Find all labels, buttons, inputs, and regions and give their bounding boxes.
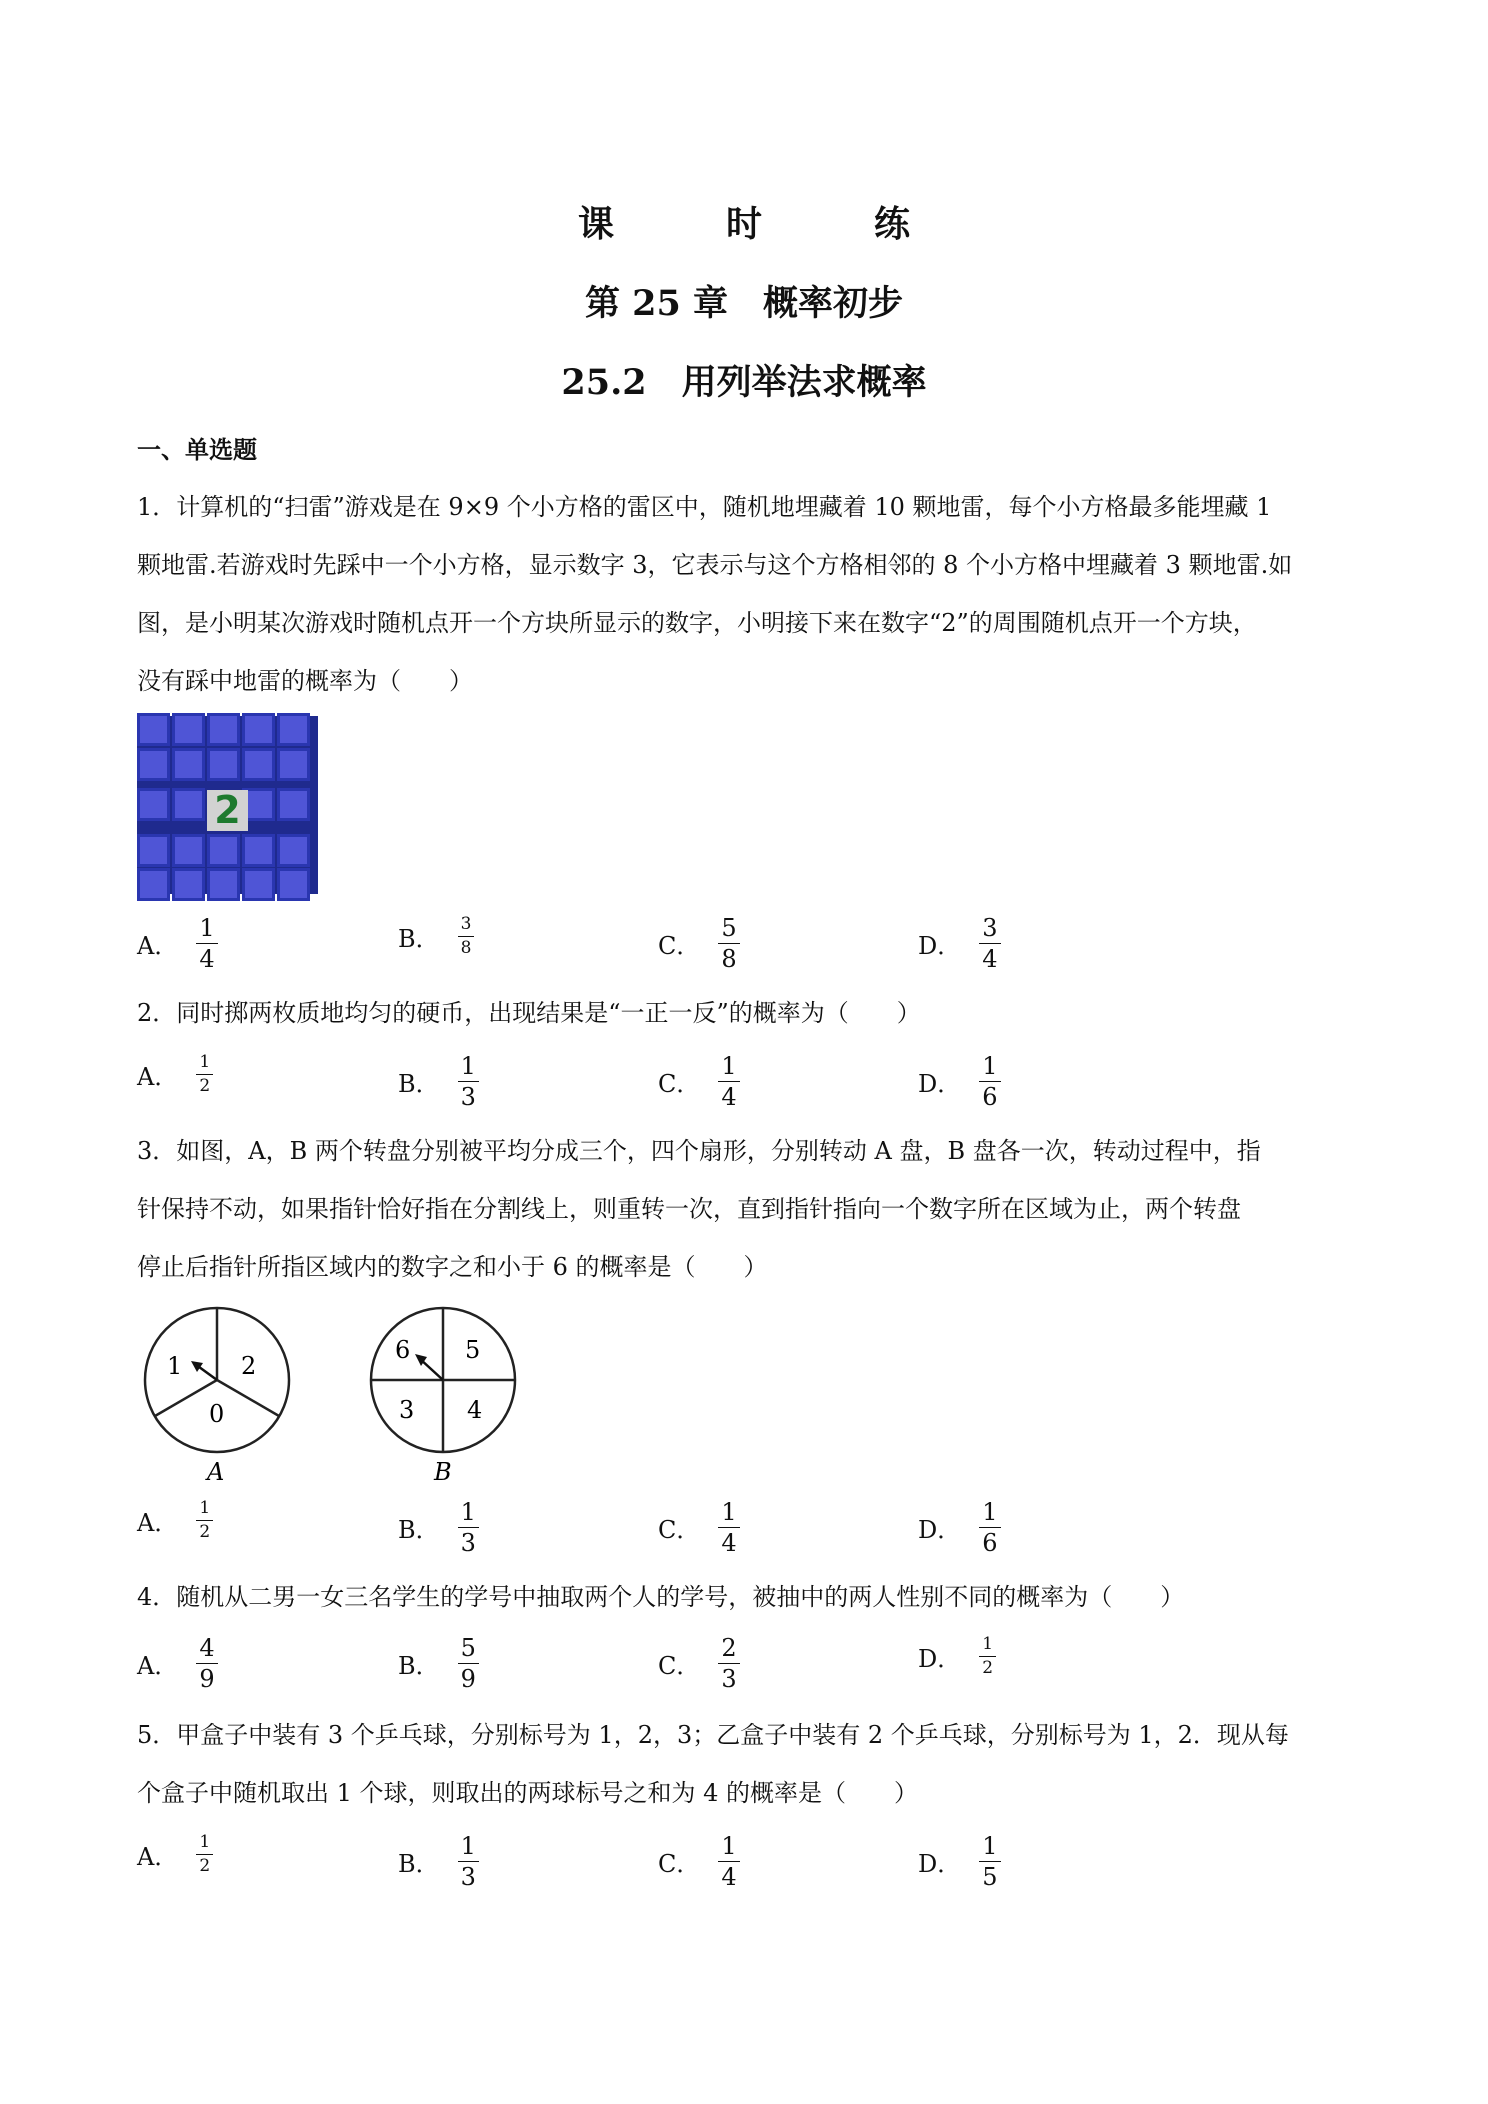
spinner-a-number-1: 1 xyxy=(167,1352,183,1380)
spinner-b xyxy=(371,1308,515,1486)
spinner-b-number-3: 3 xyxy=(399,1396,415,1424)
q5-option-d: D． $\frac{1}{5}$ xyxy=(918,1834,1001,1889)
spinner-b-number-4: 4 xyxy=(467,1396,483,1424)
q1-option-b: B． $\frac{3}{8}$ xyxy=(398,916,474,957)
q4-option-c: C． $\frac{2}{3}$ xyxy=(658,1636,740,1691)
question-4-line-1: 4．随机从二男一女三名学生的学号中抽取两个人的学号，被抽中的两人性别不同的概率为（ ） xyxy=(137,1583,1185,1611)
spinner-b-number-6: 6 xyxy=(395,1336,411,1364)
question-1-line-3: 图，是小明某次游戏时随机点开一个方块所显示的数字，小明接下来在数字“2”的周围随机点开一个方块， xyxy=(137,609,1257,637)
question-1-line-4: 没有踩中地雷的概率为（ ） xyxy=(137,667,473,695)
question-2-line-1: 2．同时掷两枚质地均匀的硬币，出现结果是“一正一反”的概率为（ ） xyxy=(137,999,921,1027)
q3-option-c: C． $\frac{1}{4}$ xyxy=(658,1500,740,1555)
spinner-a-number-2: 2 xyxy=(241,1352,257,1380)
minesweeper-digit: 2 xyxy=(207,790,248,831)
question-3-line-1: 3．如图，A，B 两个转盘分别被平均分成三个，四个扇形，分别转动 A 盘，B 盘各一次，转动过程中，指 xyxy=(137,1137,1261,1165)
q2-option-c: C． $\frac{1}{4}$ xyxy=(658,1054,740,1109)
q3-option-d: D． $\frac{1}{6}$ xyxy=(918,1500,1001,1555)
q1-option-c: C． $\frac{5}{8}$ xyxy=(658,916,740,971)
spinner-b-label: B xyxy=(434,1458,452,1486)
page-title: 课 时 练 xyxy=(577,203,948,245)
question-3-line-3: 停止后指针所指区域内的数字之和小于 6 的概率是（ ） xyxy=(137,1253,768,1281)
spinner-a-number-0: 0 xyxy=(209,1400,225,1428)
q2-option-b: B． $\frac{1}{3}$ xyxy=(398,1054,479,1109)
q1-option-d: D． $\frac{3}{4}$ xyxy=(918,916,1001,971)
question-1-line-2: 颗地雷.若游戏时先踩中一个小方格，显示数字 3，它表示与这个方格相邻的 8 个小方格中埋藏着 3 颗地雷.如 xyxy=(137,551,1293,579)
question-5-line-2: 个盒子中随机取出 1 个球，则取出的两球标号之和为 4 的概率是（ ） xyxy=(137,1779,919,1807)
question-5-line-1: 5．甲盒子中装有 3 个乒乓球，分别标号为 1，2，3；乙盒子中装有 2 个乒乓球，分别标号为 1，2．现从每 xyxy=(137,1721,1289,1749)
q4-option-b: B． $\frac{5}{9}$ xyxy=(398,1636,479,1691)
q5-option-a: A． $\frac{1}{2}$ xyxy=(137,1834,213,1875)
spinner-a-label: A xyxy=(207,1458,225,1486)
q1-option-a: A． $\frac{1}{4}$ xyxy=(137,916,218,971)
question-1-line-1: 1．计算机的“扫雷”游戏是在 9×9 个小方格的雷区中，随机地埋藏着 10 颗地雷，每个小方格最多能埋藏 1 xyxy=(137,493,1272,521)
question-3-line-2: 针保持不动，如果指针恰好指在分割线上，则重转一次，直到指针指向一个数字所在区域为止，两个转盘 xyxy=(137,1195,1241,1223)
section-title: 25.2 用列举法求概率 xyxy=(561,362,927,403)
spinner-b-number-5: 5 xyxy=(465,1336,481,1364)
spinners-figure xyxy=(137,1306,537,1486)
chapter-title: 第 25 章 概率初步 xyxy=(584,283,904,324)
spinner-a-pointer-arrow xyxy=(191,1361,203,1372)
q4-option-a: A． $\frac{4}{9}$ xyxy=(137,1636,218,1691)
q2-option-d: D． $\frac{1}{6}$ xyxy=(918,1054,1001,1109)
q2-option-a: A． $\frac{1}{2}$ xyxy=(137,1054,213,1095)
section-label: 一、单选题 xyxy=(137,435,257,464)
q4-option-d: D． $\frac{1}{2}$ xyxy=(918,1636,996,1677)
q5-option-b: B． $\frac{1}{3}$ xyxy=(398,1834,479,1889)
spinner-a xyxy=(145,1308,289,1486)
q3-option-a: A． $\frac{1}{2}$ xyxy=(137,1500,213,1541)
q3-option-b: B． $\frac{1}{3}$ xyxy=(398,1500,479,1555)
q5-option-c: C． $\frac{1}{4}$ xyxy=(658,1834,740,1889)
